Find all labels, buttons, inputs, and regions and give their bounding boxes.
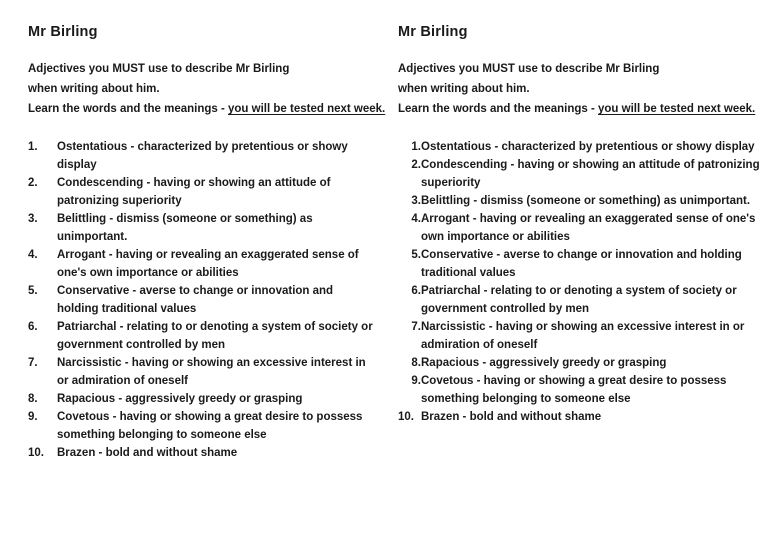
list-item bbox=[398, 246, 760, 282]
list-item-text: Patriarchal - relating to or denoting a system of society or government controlled by men bbox=[421, 284, 737, 315]
list-item-number: 10. bbox=[28, 446, 44, 459]
list-item bbox=[398, 210, 760, 246]
list-item-number: 7. bbox=[411, 320, 421, 333]
list-item bbox=[28, 318, 376, 354]
list-item-text: Brazen - bold and without shame bbox=[57, 446, 238, 459]
list-item-text: Arrogant - having or revealing an exaggerated sense of one's own importance or abilities bbox=[421, 212, 756, 243]
intro-line-2: when writing about him. bbox=[28, 82, 160, 95]
adjectives-list bbox=[28, 138, 376, 462]
intro-line-3 bbox=[28, 99, 386, 119]
list-item-number: 5. bbox=[28, 284, 38, 297]
list-item-number: 9. bbox=[411, 374, 421, 387]
list-item-number: 1. bbox=[28, 140, 38, 153]
list-item bbox=[28, 390, 376, 408]
intro-line-2: when writing about him. bbox=[398, 82, 530, 95]
list-item-text: Covetous - having or showing a great desire to possess something belonging to someone else bbox=[57, 410, 363, 441]
list-item-number: 10. bbox=[398, 410, 414, 423]
list-item-number: 8. bbox=[411, 356, 421, 369]
list-item-text: Condescending - having or showing an attitude of patronizing superiority bbox=[57, 176, 331, 207]
list-item-text: Covetous - having or showing a great desire to possess something belonging to someone else bbox=[421, 374, 727, 405]
list-item-text: Belittling - dismiss (someone or something) as unimportant. bbox=[57, 212, 313, 243]
list-item bbox=[398, 138, 760, 156]
list-item-text: Conservative - averse to change or innovation and holding traditional values bbox=[57, 284, 334, 315]
list-item-number: 8. bbox=[28, 392, 38, 405]
list-item bbox=[28, 408, 376, 444]
list-item-text: Brazen - bold and without shame bbox=[421, 410, 602, 423]
list-item bbox=[398, 282, 760, 318]
list-item-number: 2. bbox=[28, 176, 38, 189]
list-item-number: 3. bbox=[411, 194, 421, 207]
list-item-text: Narcissistic - having or showing an excessive interest in or admiration of oneself bbox=[57, 356, 366, 387]
list-item bbox=[28, 174, 376, 210]
list-item-number: 5. bbox=[411, 248, 421, 261]
page-title: Mr Birling bbox=[398, 24, 468, 40]
list-item-text: Rapacious - aggressively greedy or grasping bbox=[421, 356, 667, 369]
list-item bbox=[398, 156, 760, 192]
list-item bbox=[28, 138, 376, 174]
intro-line-3-emphasis: you will be tested next week. bbox=[228, 102, 386, 115]
list-item-number: 2. bbox=[411, 158, 421, 171]
list-item-text: Patriarchal - relating to or denoting a system of society or government controlled by men bbox=[57, 320, 373, 351]
list-item bbox=[398, 192, 760, 210]
intro-line-1: Adjectives you MUST use to describe Mr Birling bbox=[398, 62, 660, 75]
list-item-number: 4. bbox=[411, 212, 421, 225]
document-column-right bbox=[384, 0, 768, 543]
list-item-text: Ostentatious - characterized by pretentious or showy display bbox=[421, 140, 755, 153]
list-item bbox=[398, 372, 760, 408]
list-item bbox=[28, 354, 376, 390]
list-item-number: 4. bbox=[28, 248, 38, 261]
list-item-text: Condescending - having or showing an attitude of patronizing superiority bbox=[421, 158, 760, 189]
list-item-text: Belittling - dismiss (someone or something) as unimportant. bbox=[421, 194, 751, 207]
intro-paragraph bbox=[28, 59, 386, 119]
list-item bbox=[28, 246, 376, 282]
intro-line-3 bbox=[398, 99, 760, 119]
intro-line-3-prefix: Learn the words and the meanings - bbox=[398, 102, 599, 115]
intro-line-3-prefix: Learn the words and the meanings - bbox=[28, 102, 229, 115]
list-item-number: 1. bbox=[411, 140, 421, 153]
list-item-number: 9. bbox=[28, 410, 38, 423]
list-item bbox=[398, 408, 760, 426]
list-item-text: Narcissistic - having or showing an excessive interest in or admiration of oneself bbox=[421, 320, 745, 351]
list-item-number: 6. bbox=[28, 320, 38, 333]
list-item-text: Arrogant - having or revealing an exaggerated sense of one's own importance or abilities bbox=[57, 248, 359, 279]
list-item-text: Rapacious - aggressively greedy or grasping bbox=[57, 392, 303, 405]
list-item-text: Conservative - averse to change or innovation and holding traditional values bbox=[421, 248, 742, 279]
list-item bbox=[398, 318, 760, 354]
adjectives-list bbox=[398, 138, 760, 426]
list-item-number: 3. bbox=[28, 212, 38, 225]
list-item bbox=[28, 444, 376, 462]
list-item-number: 6. bbox=[411, 284, 421, 297]
intro-line-1: Adjectives you MUST use to describe Mr Birling bbox=[28, 62, 290, 75]
page-title: Mr Birling bbox=[28, 24, 98, 40]
list-item bbox=[398, 354, 760, 372]
intro-line-3-emphasis: you will be tested next week. bbox=[598, 102, 756, 115]
list-item-text: Ostentatious - characterized by pretentious or showy display bbox=[57, 140, 348, 171]
list-item-number: 7. bbox=[28, 356, 38, 369]
list-item bbox=[28, 210, 376, 246]
list-item bbox=[28, 282, 376, 318]
intro-paragraph bbox=[398, 59, 760, 119]
